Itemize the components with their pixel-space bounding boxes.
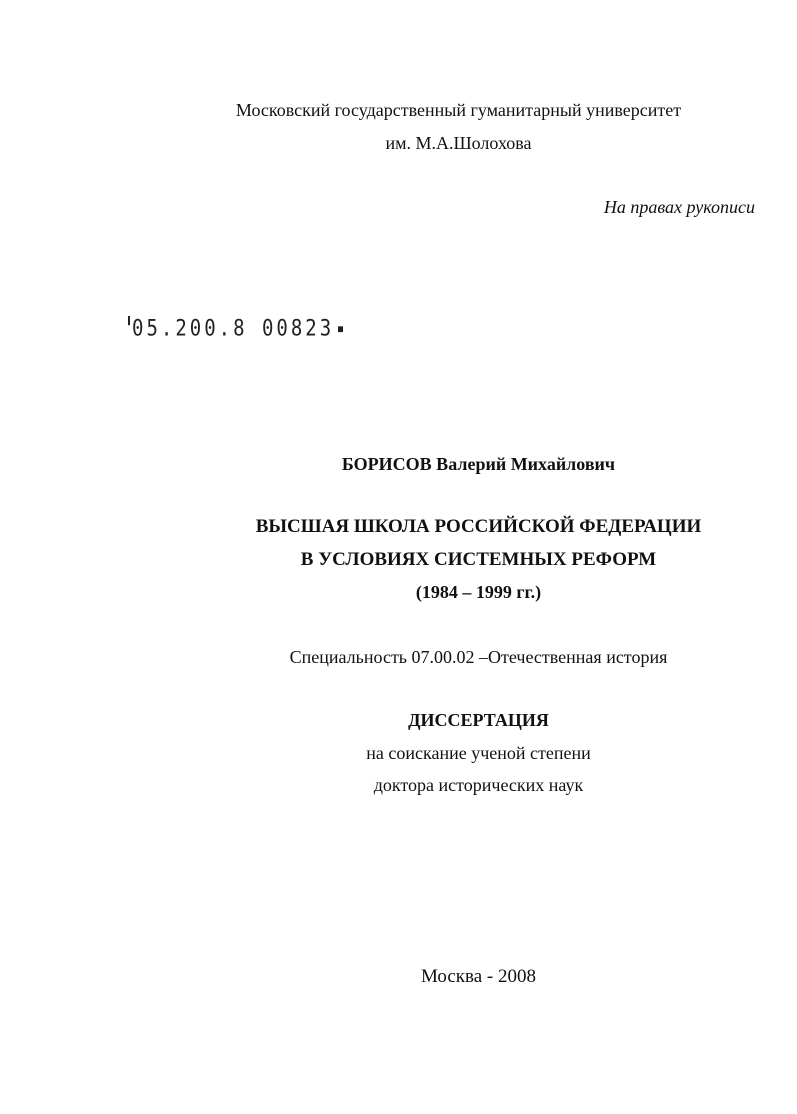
- dissertation-years: (1984 – 1999 гг.): [415, 582, 542, 602]
- university-name: Московский государственный гуманитарный университет: [235, 100, 682, 120]
- dissertation-title-line1: ВЫСШАЯ ШКОЛА РОССИЙСКОЙ ФЕДЕРАЦИИ: [255, 516, 702, 537]
- city-and-year: Москва - 2008: [420, 966, 537, 987]
- specialty-line: Специальность 07.00.02 –Отечественная история: [289, 647, 668, 667]
- university-named-after: им. М.А.Шолохова: [385, 133, 532, 153]
- author-name: БОРИСОВ Валерий Михайлович: [341, 454, 616, 474]
- work-type-heading: ДИССЕРТАЦИЯ: [408, 710, 549, 730]
- degree-line1: на соискание ученой степени: [366, 743, 591, 763]
- stamp-dot-mark: [338, 326, 343, 332]
- dissertation-title-line2: В УСЛОВИЯХ СИСТЕМНЫХ РЕФОРМ: [300, 549, 657, 570]
- degree-line2: доктора исторических наук: [373, 775, 584, 795]
- stamp-tick-mark: [128, 316, 130, 325]
- archive-number-text: 05.200.8 00823: [132, 316, 335, 342]
- archive-stamp-number: [128, 316, 343, 341]
- manuscript-rights-note: На правах рукописи: [603, 197, 755, 217]
